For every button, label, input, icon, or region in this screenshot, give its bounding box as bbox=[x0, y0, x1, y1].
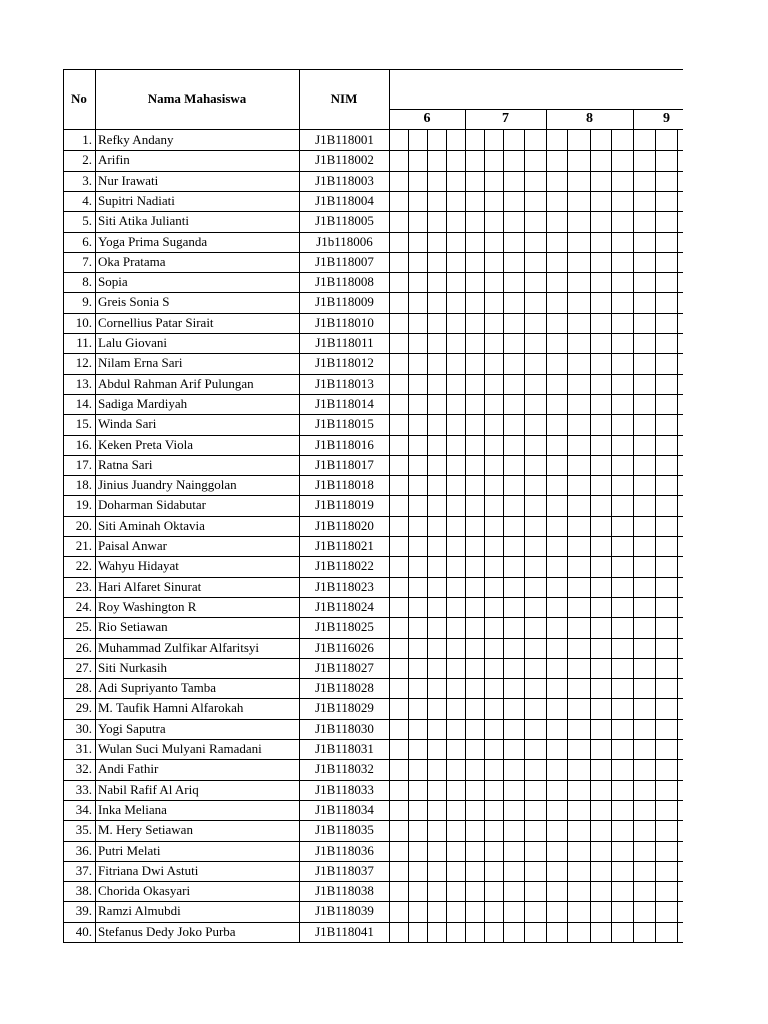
row-number: 6. bbox=[82, 234, 92, 249]
row-number: 14. bbox=[75, 396, 92, 411]
row-number: 25. bbox=[75, 619, 92, 634]
row-number: 3. bbox=[82, 173, 92, 188]
student-name: Arifin bbox=[98, 152, 130, 167]
student-nim: J1B118032 bbox=[315, 761, 374, 776]
student-nim: J1B118012 bbox=[315, 355, 374, 370]
row-number: 21. bbox=[75, 538, 92, 553]
row-number: 32. bbox=[75, 761, 92, 776]
student-name: Siti Nurkasih bbox=[98, 660, 167, 675]
student-nim: J1B118041 bbox=[315, 924, 374, 939]
student-nim: J1B118021 bbox=[315, 538, 374, 553]
student-name: Stefanus Dedy Joko Purba bbox=[98, 924, 236, 939]
header-nim: NIM bbox=[330, 91, 358, 106]
session-number-8: 8 bbox=[586, 111, 593, 126]
student-name: Wahyu Hidayat bbox=[98, 558, 179, 573]
student-nim: J1B118009 bbox=[315, 294, 374, 309]
student-nim: J1B118007 bbox=[315, 254, 374, 269]
student-name: Rio Setiawan bbox=[98, 619, 168, 634]
student-nim: J1B118037 bbox=[315, 863, 374, 878]
student-nim: J1B118002 bbox=[315, 152, 374, 167]
student-nim: J1B118020 bbox=[315, 518, 374, 533]
student-nim: J1B118008 bbox=[315, 274, 374, 289]
row-number: 22. bbox=[75, 558, 92, 573]
student-nim: J1B118034 bbox=[315, 802, 374, 817]
student-name: Nur Irawati bbox=[98, 173, 159, 188]
header-nama-mahasiswa: Nama Mahasiswa bbox=[147, 91, 247, 106]
student-name: Andi Fathir bbox=[98, 761, 159, 776]
student-name: Lalu Giovani bbox=[98, 335, 167, 350]
student-nim: J1B118035 bbox=[315, 822, 374, 837]
header-no: No bbox=[71, 91, 87, 106]
student-name: Chorida Okasyari bbox=[98, 883, 191, 898]
row-number: 13. bbox=[75, 376, 92, 391]
row-number: 37. bbox=[75, 863, 92, 878]
student-nim: J1B118039 bbox=[315, 903, 374, 918]
row-number: 9. bbox=[82, 294, 92, 309]
student-nim: J1B118019 bbox=[315, 497, 374, 512]
row-number: 12. bbox=[75, 355, 92, 370]
row-number: 31. bbox=[75, 741, 92, 756]
row-number: 4. bbox=[82, 193, 92, 208]
row-number: 38. bbox=[75, 883, 92, 898]
student-nim: J1b118006 bbox=[316, 234, 373, 249]
student-name: Nilam Erna Sari bbox=[98, 355, 183, 370]
row-number: 39. bbox=[75, 903, 92, 918]
row-number: 1. bbox=[82, 132, 92, 147]
student-nim: J1B118031 bbox=[315, 741, 374, 756]
row-number: 35. bbox=[75, 822, 92, 837]
row-number: 36. bbox=[75, 843, 92, 858]
row-number: 29. bbox=[75, 700, 92, 715]
student-name: Jinius Juandry Nainggolan bbox=[98, 477, 237, 492]
row-number: 10. bbox=[75, 315, 92, 330]
student-nim: J1B118028 bbox=[315, 680, 374, 695]
row-number: 8. bbox=[82, 274, 92, 289]
row-number: 20. bbox=[75, 518, 92, 533]
student-nim: J1B118029 bbox=[315, 700, 374, 715]
grid-line-horizontal bbox=[63, 942, 683, 943]
student-nim: J1B118010 bbox=[315, 315, 374, 330]
student-name: Hari Alfaret Sinurat bbox=[98, 579, 202, 594]
student-nim: J1B118004 bbox=[315, 193, 374, 208]
row-number: 5. bbox=[82, 213, 92, 228]
row-number: 17. bbox=[75, 457, 92, 472]
student-name: Cornellius Patar Sirait bbox=[98, 315, 214, 330]
student-name: Putri Melati bbox=[98, 843, 161, 858]
student-nim: J1B118024 bbox=[315, 599, 374, 614]
student-name: M. Hery Setiawan bbox=[98, 822, 193, 837]
student-name: Supitri Nadiati bbox=[98, 193, 175, 208]
row-number: 33. bbox=[75, 782, 92, 797]
student-name: Muhammad Zulfikar Alfaritsyi bbox=[98, 640, 260, 655]
student-name: Refky Andany bbox=[98, 132, 174, 147]
student-name: Abdul Rahman Arif Pulungan bbox=[98, 376, 254, 391]
row-number: 27. bbox=[75, 660, 92, 675]
student-name: Yoga Prima Suganda bbox=[98, 234, 208, 249]
student-nim: J1B118038 bbox=[315, 883, 374, 898]
student-name: Sadiga Mardiyah bbox=[98, 396, 188, 411]
row-number: 30. bbox=[75, 721, 92, 736]
student-nim: J1B118013 bbox=[315, 376, 374, 391]
session-number-9: 9 bbox=[663, 111, 670, 126]
row-number: 26. bbox=[75, 640, 92, 655]
row-number: 19. bbox=[75, 497, 92, 512]
student-name: Fitriana Dwi Astuti bbox=[98, 863, 199, 878]
student-name: Inka Meliana bbox=[98, 802, 167, 817]
student-nim: J1B118011 bbox=[315, 335, 374, 350]
student-name: Keken Preta Viola bbox=[98, 437, 194, 452]
student-nim: J1B118015 bbox=[315, 416, 374, 431]
student-name: Paisal Anwar bbox=[98, 538, 167, 553]
student-name: Yogi Saputra bbox=[98, 721, 166, 736]
row-number: 15. bbox=[75, 416, 92, 431]
attendance-sheet bbox=[63, 69, 683, 944]
row-number: 34. bbox=[75, 802, 92, 817]
student-nim: J1B118016 bbox=[315, 437, 374, 452]
student-name: Adi Supriyanto Tamba bbox=[98, 680, 217, 695]
student-name: Ramzi Almubdi bbox=[98, 903, 181, 918]
student-nim: J1B118033 bbox=[315, 782, 374, 797]
student-name: Sopia bbox=[98, 274, 128, 289]
row-number: 11. bbox=[76, 335, 92, 350]
row-number: 28. bbox=[75, 680, 92, 695]
student-name: Doharman Sidabutar bbox=[98, 497, 206, 512]
student-name: Wulan Suci Mulyani Ramadani bbox=[98, 741, 262, 756]
student-nim: J1B118036 bbox=[315, 843, 374, 858]
student-nim: J1B118027 bbox=[315, 660, 374, 675]
student-name: M. Taufik Hamni Alfarokah bbox=[98, 700, 244, 715]
row-number: 23. bbox=[75, 579, 92, 594]
row-number: 18. bbox=[75, 477, 92, 492]
student-nim: J1B118005 bbox=[315, 213, 374, 228]
student-name: Siti Atika Julianti bbox=[98, 213, 190, 228]
student-name: Oka Pratama bbox=[98, 254, 166, 269]
student-name: Nabil Rafif Al Ariq bbox=[98, 782, 199, 797]
student-name: Ratna Sari bbox=[98, 457, 153, 472]
student-nim: J1B118014 bbox=[315, 396, 374, 411]
student-nim: J1B118025 bbox=[315, 619, 374, 634]
student-nim: J1B118017 bbox=[315, 457, 374, 472]
row-number: 7. bbox=[82, 254, 92, 269]
row-number: 16. bbox=[75, 437, 92, 452]
session-number-6: 6 bbox=[423, 111, 431, 126]
student-nim: J1B118003 bbox=[315, 173, 374, 188]
grid-line-horizontal bbox=[63, 69, 683, 70]
row-number: 24. bbox=[75, 599, 92, 614]
student-nim: J1B118001 bbox=[315, 132, 374, 147]
student-nim: J1B116026 bbox=[315, 640, 374, 655]
student-nim: J1B118022 bbox=[315, 558, 374, 573]
student-nim: J1B118018 bbox=[315, 477, 374, 492]
student-name: Greis Sonia S bbox=[98, 294, 170, 309]
student-nim: J1B118030 bbox=[315, 721, 374, 736]
student-name: Siti Aminah Oktavia bbox=[98, 518, 205, 533]
row-number: 40. bbox=[75, 924, 92, 939]
row-number: 2. bbox=[82, 152, 92, 167]
session-number-7: 7 bbox=[502, 111, 509, 126]
student-name: Winda Sari bbox=[98, 416, 157, 431]
student-nim: J1B118023 bbox=[315, 579, 374, 594]
student-name: Roy Washington R bbox=[98, 599, 197, 614]
